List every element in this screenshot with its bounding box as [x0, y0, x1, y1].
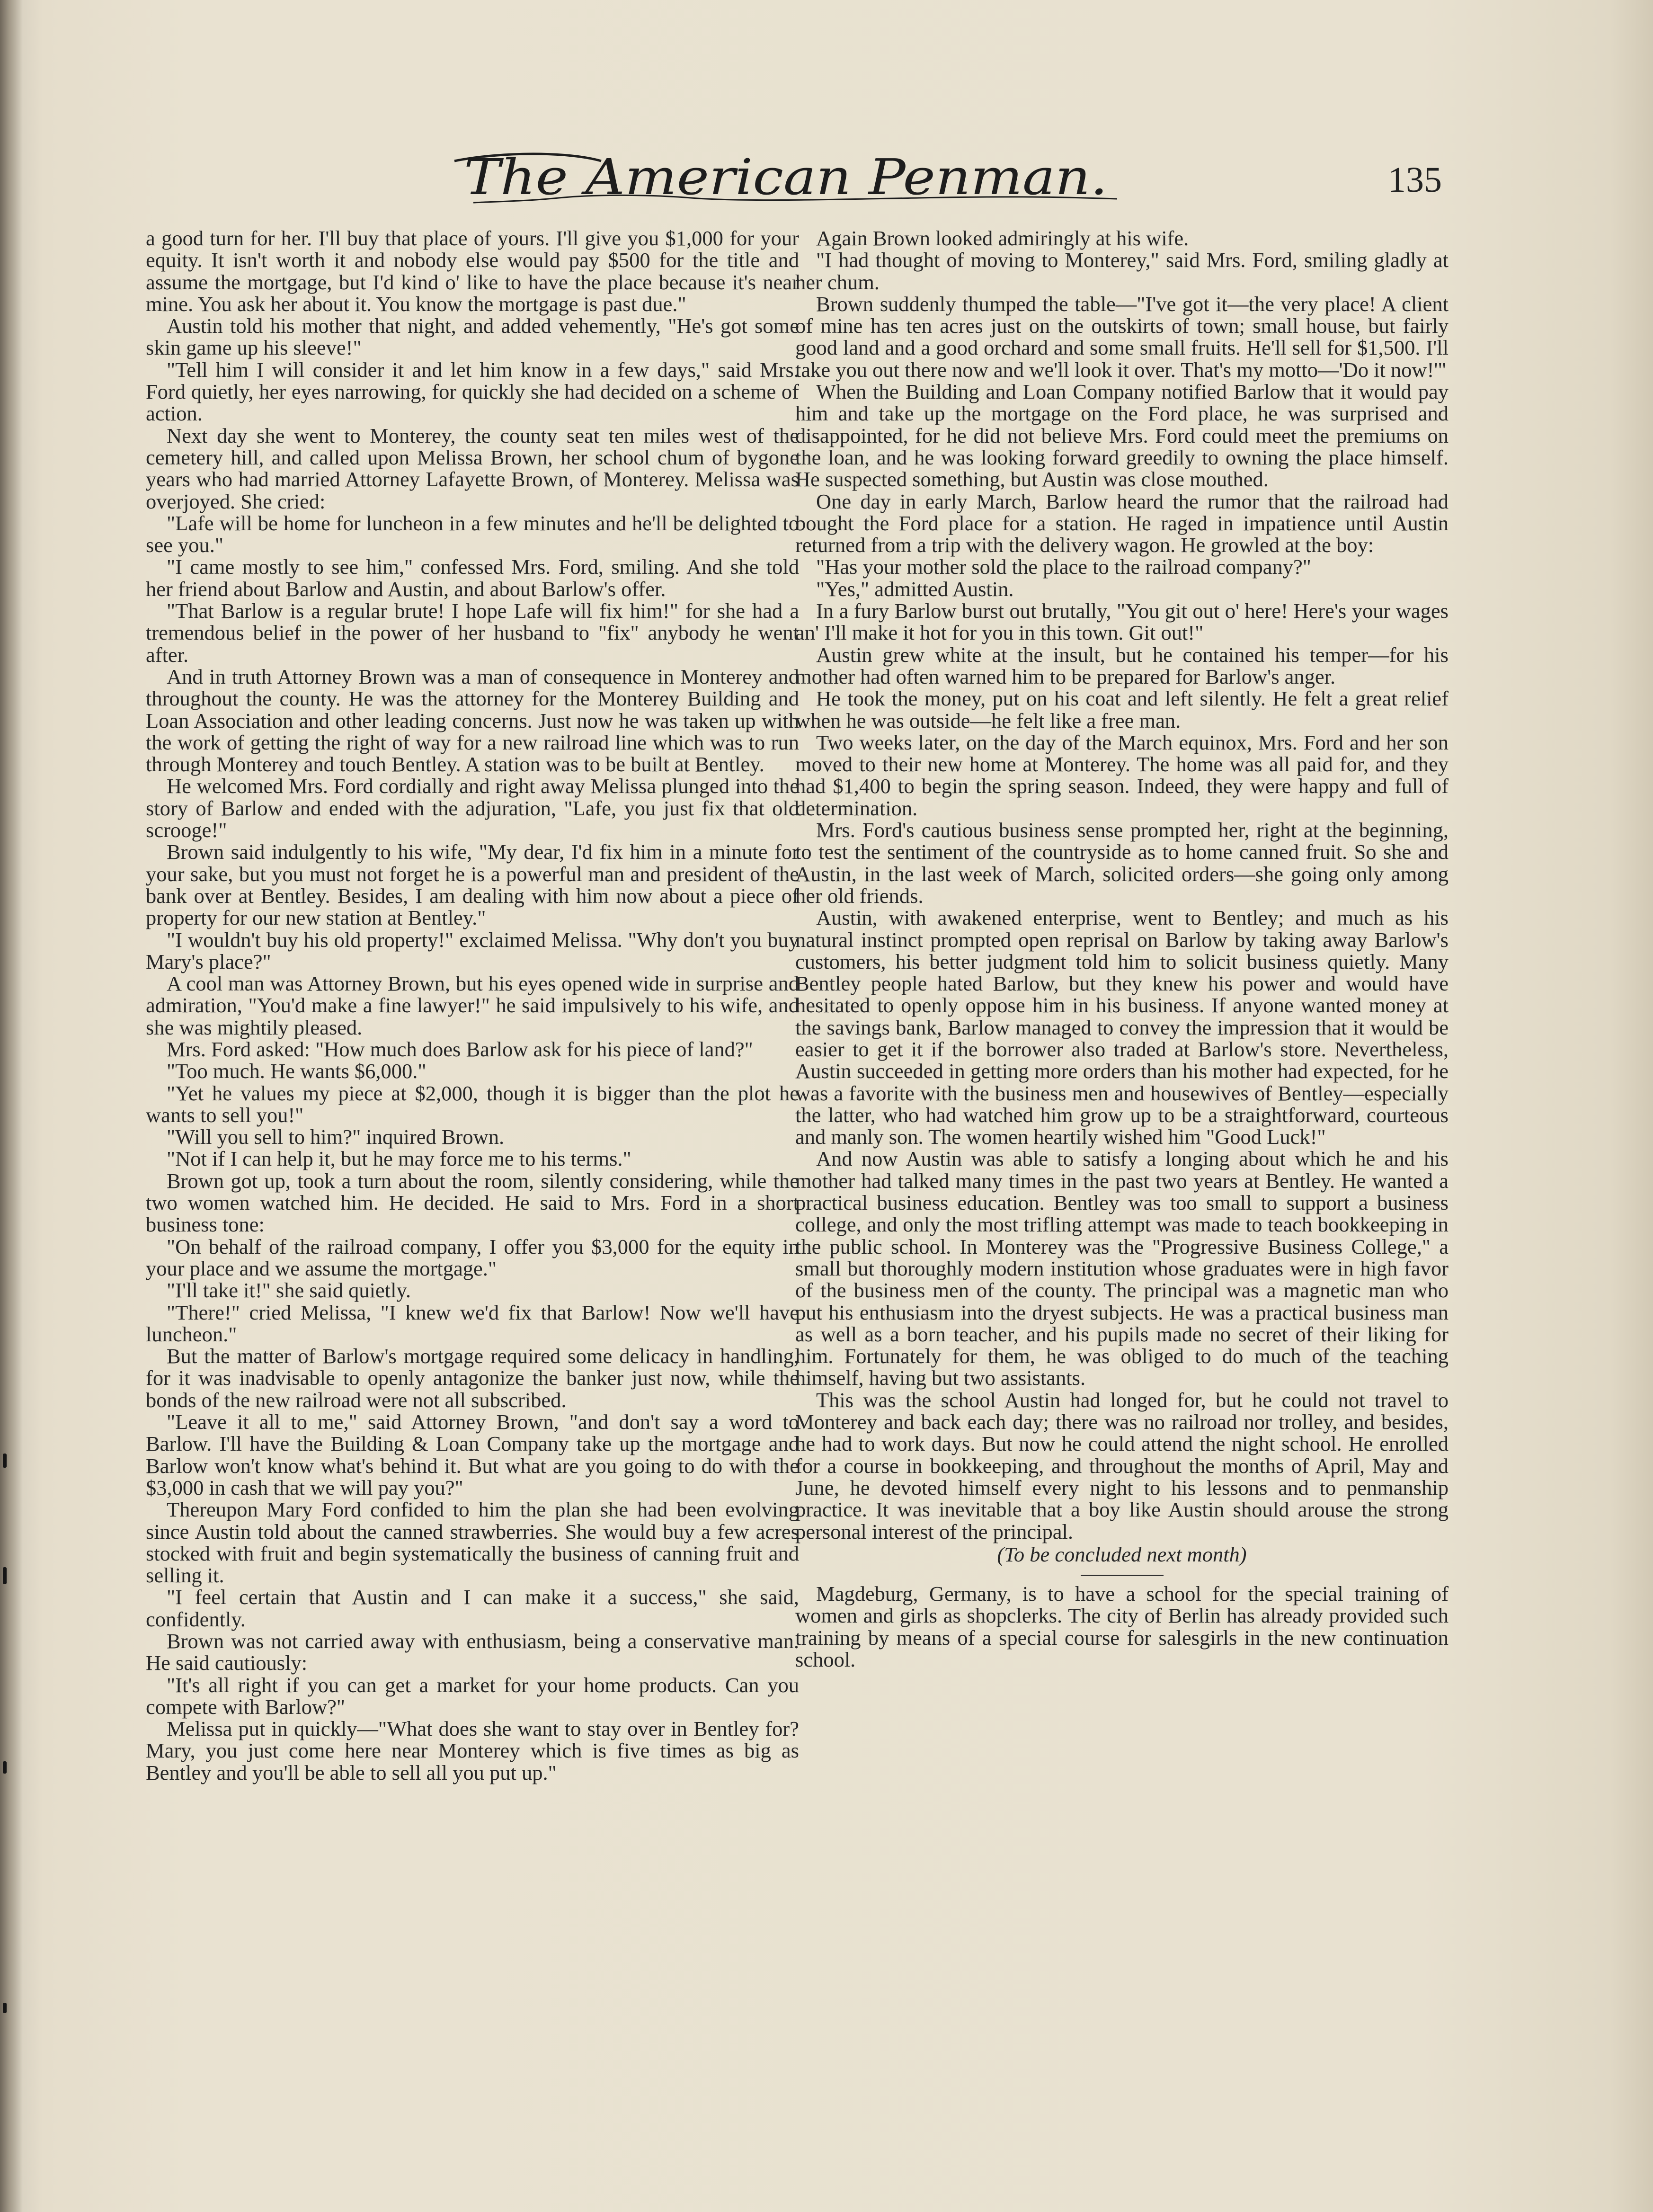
paragraph: "Has your mother sold the place to the railroad company?" [816, 555, 1311, 579]
masthead-title: The American Penman. [464, 148, 1108, 206]
margin-mark [3, 1567, 7, 1584]
page-number: 135 [1388, 160, 1442, 200]
book-gutter [0, 0, 23, 2212]
paragraph: This was the school Austin had longed for, but he could not travel to Monterey and back each day; there was no railroad nor trolley, and besides, he had to work days. But now he could attend the night school. He enrolled for a course in bookkeeping, and throughout the months of April, May and June, he devoted himself every night to his lessons and to penmanship practice. It was inevitable that a boy like Austin should arouse the strong personal interest of the principal. [795, 1388, 1449, 1543]
paragraph: "I had thought of moving to Monterey," said Mrs. Ford, smiling gladly at her chum. [795, 248, 1449, 294]
paragraph: Austin grew white at the insult, but he contained his temper—for his mother had often warned him to be prepared for Barlow's anger. [795, 642, 1449, 688]
paragraph: "Yet he values my piece at $2,000, though it is bigger than the plot he wants to sell you!" [146, 1081, 799, 1127]
paragraph: But the matter of Barlow's mortgage required some delicacy in handling, for it was inadvisable to openly antagonize the banker just now, while the bonds of the new railroad were not all subscribed. [146, 1344, 799, 1412]
paragraph: Austin, with awakened enterprise, went to Bentley; and much as his natural instinct prompted open reprisal on Barlow by taking away Barlow's customers, his better judgment told him to solicit business quietly. Many Bentley people hated Barlow, but they knew his power and would have hesitated to openly oppose him in his business. If anyone wanted money at the savings bank, Barlow managed to convey the impression that it would be easier to get it if the borrower also traded at Barlow's store. Nevertheless, Austin succeeded in getting more orders than his mother had expected, for he was a favorite with the business men and housewives of Bentley—especially the latter, who had watched him grow up to be a straightforward, courteous and manly son. The women heartily wished him "Good Luck!" [795, 906, 1449, 1149]
paragraph: "I came mostly to see him," confessed Mrs. Ford, smiling. And she told her friend about Barlow and Austin, and about Barlow's offer. [146, 555, 799, 601]
paragraph: Thereupon Mary Ford confided to him the plan she had been evolving since Austin told about the canned strawberries. She would buy a few acres stocked with fruit and begin systematically the business of canning fruit and selling it. [146, 1498, 799, 1588]
paragraph: Next day she went to Monterey, the county seat ten miles west of the cemetery hill, and called upon Melissa Brown, her school chum of bygone years who had married Attorney Lafayette Brown, of Monterey. Melissa was overjoyed. She cried: [146, 423, 799, 513]
paragraph: Mrs. Ford asked: "How much does Barlow ask for his piece of land?" [167, 1037, 753, 1061]
left-column [146, 227, 799, 1784]
paragraph: Two weeks later, on the day of the March equinox, Mrs. Ford and her son moved to their new home at Monterey. The home was all paid for, and they had $1,400 to begin the spring season. Indeed, they were happy and full of determination. [795, 730, 1449, 820]
paragraph: "On behalf of the railroad company, I offer you $3,000 for the equity in your place and we assume the mortgage." [146, 1234, 799, 1280]
paragraph: Brown got up, took a turn about the room, silently considering, while the two women watched him. He decided. He said to Mrs. Ford in a short business tone: [146, 1168, 799, 1237]
paragraph: And now Austin was able to satisfy a longing about which he and his mother had talked many times in the past two years at Bentley. He wanted a practical business education. Bentley was too small to support a business college, and only the most trifling attempt was made to teach bookkeeping in the public school. In Monterey was the "Progressive Business College," a small but thoroughly modern institution whose graduates were in high favor of the business men of the county. The principal was a magnetic man who put his enthusiasm into the dryest subjects. He was a practical business man as well as a born teacher, and his pupils made no secret of their liking for him. Fortunately for them, he was obliged to do much of the teaching himself, having but two assistants. [795, 1147, 1449, 1390]
paragraph: Brown suddenly thumped the table—"I've got it—the very place! A client of mine has ten acres just on the outskirts of town; small house, but fairly good land and a good orchard and some small fruits. He'll sell for $1,500. I'll take you out there now and we'll look it over. That's my motto—'Do it now!'" [795, 292, 1449, 382]
paragraph: He welcomed Mrs. Ford cordially and right away Melissa plunged into the story of Barlow and ended with the adjuration, "Lafe, you just fix that old scrooge!" [146, 774, 799, 842]
section-divider [1081, 1575, 1164, 1576]
paragraph: "There!" cried Melissa, "I knew we'd fix that Barlow! Now we'll have luncheon." [146, 1300, 799, 1346]
paragraph: Brown said indulgently to his wife, "My dear, I'd fix him in a minute for your sake, but you must not forget he is a powerful man and president of the bank over at Bentley. Besides, I am dealing with him now about a piece of property for our new station at Bentley." [146, 840, 799, 930]
margin-mark [3, 1761, 7, 1774]
paragraph: He took the money, put on his coat and left silently. He felt a great relief when he was outside—he felt like a free man. [795, 687, 1449, 732]
paragraph: "Not if I can help it, but he may force me to his terms." [167, 1147, 631, 1171]
news-item: Magdeburg, Germany, is to have a school for the special training of women and girls as shopclerks. The city of Berlin has already provided such training by means of a special course for salesgirls in the new continuation school. [795, 1582, 1449, 1671]
right-column [795, 227, 1449, 1670]
paragraph: "I wouldn't buy his old property!" exclaimed Melissa. "Why don't you buy Mary's place?" [146, 928, 799, 973]
paragraph: "I feel certain that Austin and I can make it a success," she said, confidently. [146, 1585, 799, 1631]
paragraph: "It's all right if you can get a market for your home products. Can you compete with Barlow?" [146, 1673, 799, 1719]
paragraph: "Yes," admitted Austin. [816, 577, 1014, 601]
paragraph: "Tell him I will consider it and let him know in a few days," said Mrs. Ford quietly, her eyes narrowing, for quickly she had decided on a scheme of action. [146, 357, 799, 426]
paragraph: "Leave it all to me," said Attorney Brown, "and don't say a word to Barlow. I'll have the Building & Loan Company take up the mortgage and Barlow won't know what's behind it. But what are you going to do with the $3,000 in cash that we will pay you?" [146, 1410, 799, 1499]
paragraph: Again Brown looked admiringly at his wife. [816, 226, 1189, 250]
paragraph: "That Barlow is a regular brute! I hope Lafe will fix him!" for she had a tremendous belief in the power of her husband to "fix" anybody he went after. [146, 599, 799, 667]
paragraph: A cool man was Attorney Brown, but his eyes opened wide in surprise and admiration, "You'd make a fine lawyer!" he said impulsively to his wife, and she was mightily pleased. [146, 972, 799, 1039]
paragraph: Mrs. Ford's cautious business sense prompted her, right at the beginning, to test the sentiment of the countryside as to home canned fruit. So she and Austin, in the last week of March, solicited orders—she going only among her old friends. [795, 818, 1449, 908]
paragraph: Austin told his mother that night, and added vehemently, "He's got some skin game up his sleeve!" [146, 314, 799, 360]
paragraph: And in truth Attorney Brown was a man of consequence in Monterey and throughout the county. He was the attorney for the Monterey Building and Loan Association and other leading concerns. Just now he was taken up with the work of getting the right of way for a new railroad line which was to run through Monterey and touch Bentley. A station was to be built at Bentley. [146, 664, 799, 776]
margin-mark [3, 2003, 7, 2013]
paragraph: "Will you sell to him?" inquired Brown. [167, 1125, 505, 1149]
paragraph: "Too much. He wants $6,000." [167, 1059, 427, 1083]
paragraph: One day in early March, Barlow heard the rumor that the railroad had bought the Ford place for a station. He raged in impatience until Austin returned from a trip with the delivery wagon. He growled at the boy: [795, 489, 1449, 557]
masthead-logo [445, 142, 1131, 213]
paragraph: Melissa put in quickly—"What does she want to stay over in Bentley for? Mary, you just come here near Monterey which is five times as big as Bentley and you'll be able to sell all you put up." [146, 1717, 799, 1784]
paragraph: "I'll take it!" she said quietly. [167, 1278, 411, 1302]
paragraph: In a fury Barlow burst out brutally, "You git out o' here! Here's your wages an' I'll make it hot for you in this town. Git out!" [795, 599, 1449, 645]
continuation-note: (To be concluded next month) [997, 1542, 1247, 1566]
paragraph: a good turn for her. I'll buy that place of yours. I'll give you $1,000 for your equity. It isn't worth it and nobody else would pay $500 for the title and assume the mortgage, but I'd kind o' like to have the place because it's near mine. You ask her about it. You know the mortgage is past due." [146, 226, 799, 316]
margin-mark [3, 1454, 7, 1468]
paragraph: Brown was not carried away with enthusiasm, being a conservative man. He said cautiously: [146, 1629, 799, 1675]
paragraph: When the Building and Loan Company notified Barlow that it would pay him and take up the mortgage on the Ford place, he was surprised and disappointed, for he did not believe Mrs. Ford could meet the premiums on the loan, and he was looking forward greedily to owning the place himself. He suspected something, but Austin was close mouthed. [795, 380, 1449, 491]
paragraph: "Lafe will be home for luncheon in a few minutes and he'll be delighted to see you." [146, 511, 799, 557]
